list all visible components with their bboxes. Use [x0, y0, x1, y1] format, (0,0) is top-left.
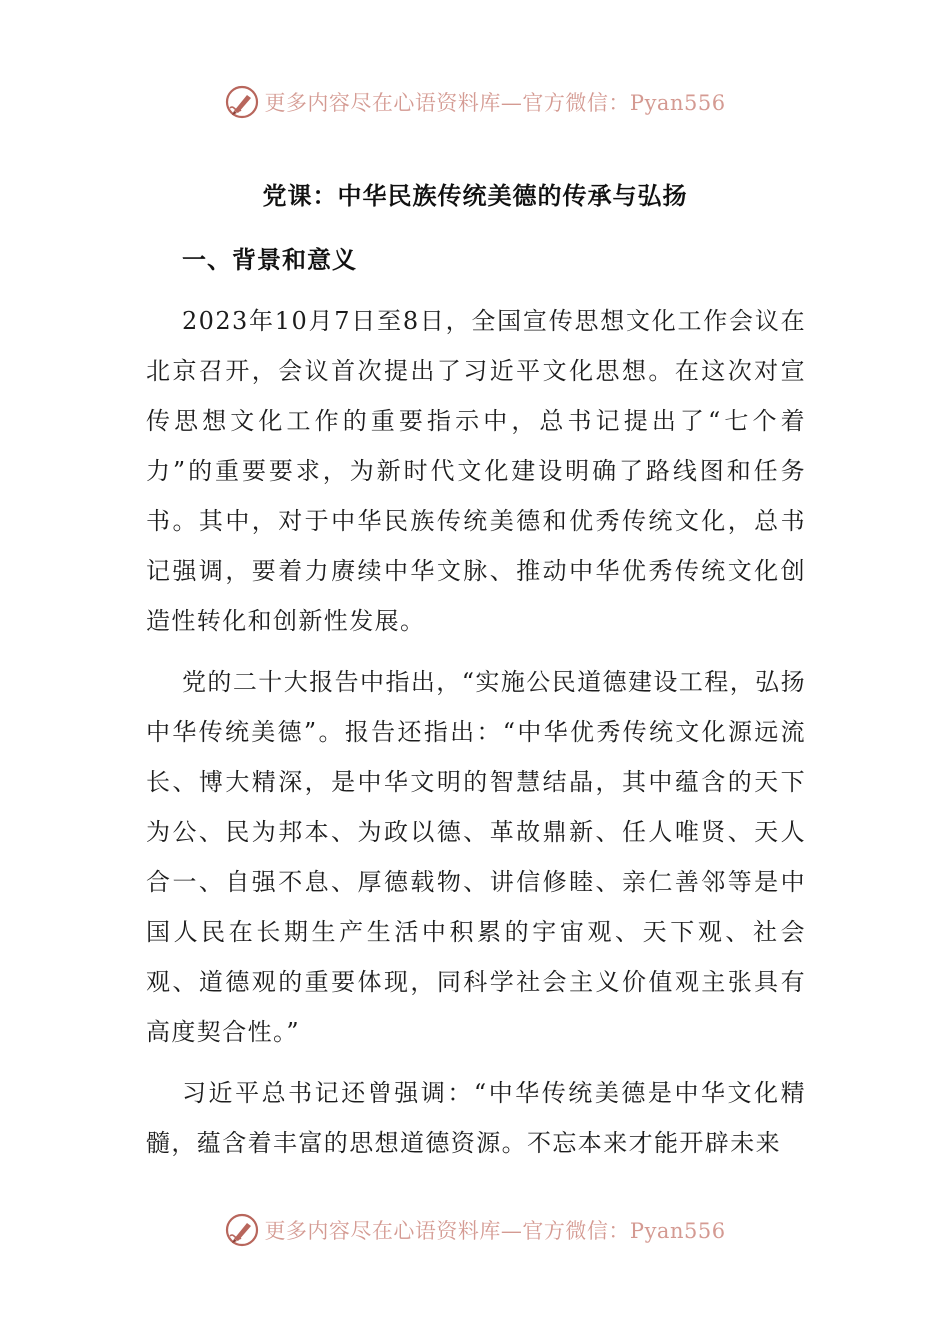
paragraph: 党的二十大报告中指出，“实施公民道德建设工程，弘扬中华传统美德”。报告还指出：“中华优秀传统文化源远流长、博大精深，是中华文明的智慧结晶，其中蕴含的天下为公、民为邦本、为政以德、革故鼎新、任人唯贤、天人合一、自强不息、厚德载物、讲信修睦、亲仁善邻等是中国人民在长期生产生活中积累的宇宙观、天下观、社会观、道德观的重要体现，同科学社会主义价值观主张具有高度契合性。” [146, 668, 806, 1046]
document-title: 党课：中华民族传统美德的传承与弘扬 [262, 182, 688, 210]
section-heading: 一、背景和意义 [182, 246, 357, 274]
header-banner [0, 80, 950, 124]
footer-banner [0, 1208, 950, 1252]
pen-circle-icon [224, 1212, 260, 1248]
paragraph: 2023年10月7日至8日，全国宣传思想文化工作会议在北京召开，会议首次提出了习近平文化思想。在这次对宣传思想文化工作的重要指示中，总书记提出了“七个着力”的重要要求，为新时代文化建设明确了路线图和任务书。其中，对于中华民族传统美德和优秀传统文化，总书记强调，要着力赓续中华文脉、推动中华优秀传统文化创造性转化和创新性发展。 [146, 307, 806, 635]
pen-circle-icon [224, 84, 260, 120]
banner-text: 更多内容尽在心语资料库—官方微信：Pyan556 [264, 1219, 726, 1243]
document-body [146, 296, 806, 1168]
paragraph: 习近平总书记还曾强调：“中华传统美德是中华文化精髓，蕴含着丰富的思想道德资源。不忘本来才能开辟未来 [146, 1079, 806, 1157]
banner-text: 更多内容尽在心语资料库—官方微信：Pyan556 [264, 91, 726, 115]
